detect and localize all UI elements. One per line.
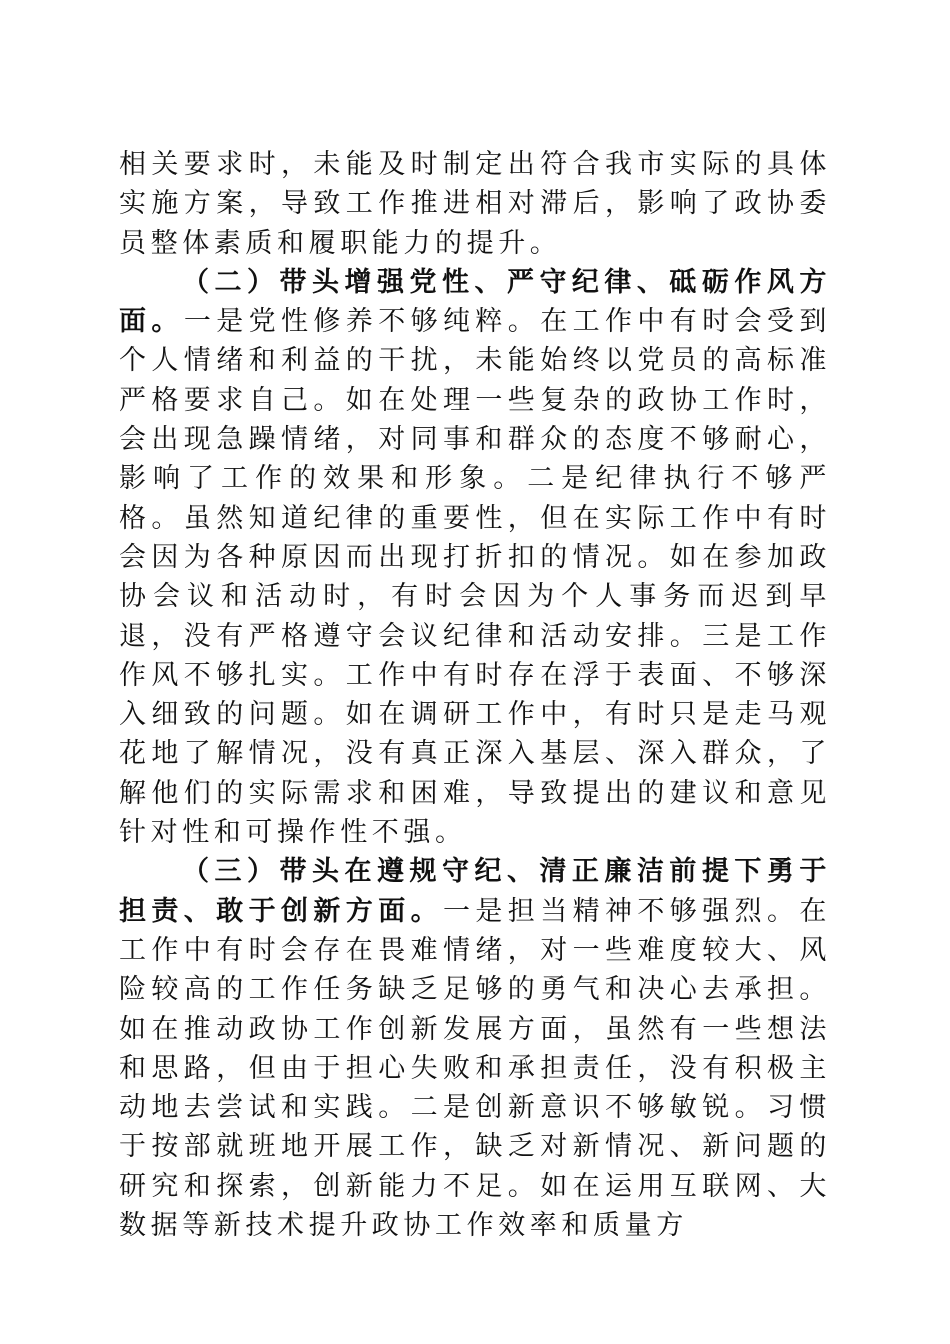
paragraph-continuation — [119, 145, 831, 263]
document-body — [119, 145, 831, 1245]
paragraph-section-3 — [119, 852, 831, 1245]
section-heading: （二）带头增强党性、严守纪律、砥砺作风方面。 — [119, 266, 831, 338]
paragraph-body: 相关要求时，未能及时制定出符合我市实际的具体实施方案，导致工作推进相对滞后，影响了政协委员整体素质和履职能力的提升。 — [119, 149, 831, 259]
section-heading: （三）带头在遵规守纪、清正廉洁前提下勇于担责、敢于创新方面。 — [119, 856, 831, 927]
paragraph-body: 一是担当精神不够强烈。在工作中有时会存在畏难情绪，对一些难度较大、风险较高的工作任务缺乏足够的勇气和决心去承担。如在推动政协工作创新发展方面，虽然有一些想法和思路，但由于担心失败和承担责任，没有积极主动地去尝试和实践。二是创新意识不够敏锐。习惯于按部就班地开展工作，缺乏对新情况、新问题的研究和探索，创新能力不足。如在运用互联网、大数据等新技术提升政协工作效率和质量方 — [119, 895, 831, 1242]
paragraph-body: 一是党性修养不够纯粹。在工作中有时会受到个人情绪和利益的干扰，未能始终以党员的高标准严格要求自己。如在处理一些复杂的政协工作时，会出现急躁情绪，对同事和群众的态度不够耐心，影响了工作的效果和形象。二是纪律执行不够严格。虽然知道纪律的重要性，但在实际工作中有时会因为各种原因而出现打折扣的情况。如在参加政协会议和活动时，有时会因为个人事务而迟到早退，没有严格遵守会议纪律和活动安排。三是工作作风不够扎实。工作中有时存在浮于表面、不够深入细致的问题。如在调研工作中，有时只是走马观花地了解情况，没有真正深入基层、深入群众，了解他们的实际需求和困难，导致提出的建议和意见针对性和可操作性不强。 — [119, 306, 832, 849]
paragraph-section-2 — [119, 263, 831, 852]
